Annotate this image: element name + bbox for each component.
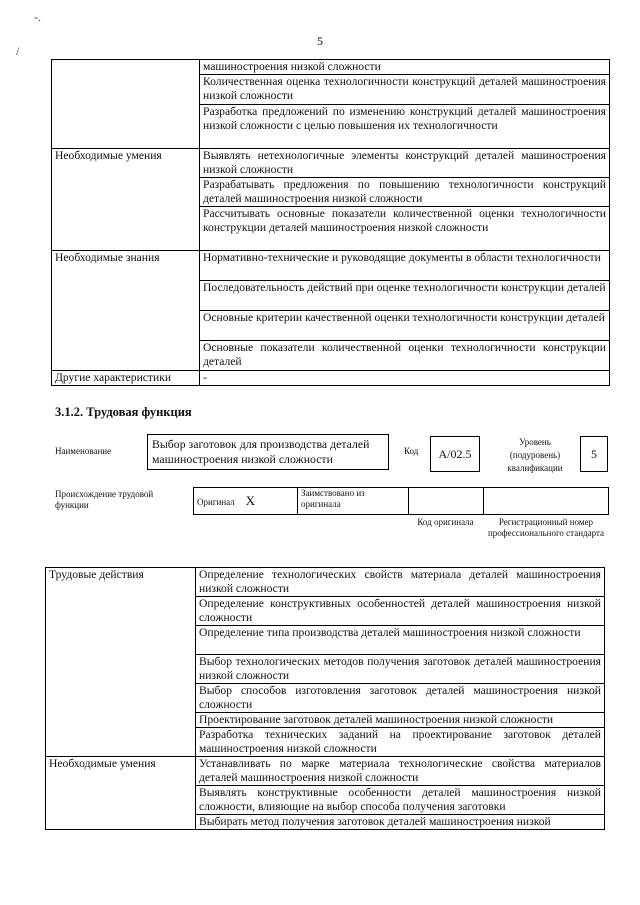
table-cell: Разрабатывать предложения по повышению технологичности конструкций деталей машиностроения низкой сложности bbox=[200, 178, 610, 207]
level-label: Уровень (подуровень) квалификации bbox=[507, 437, 563, 473]
row-label: Необходимые умения bbox=[52, 149, 200, 251]
function-name-box: Выбор заготовок для производства деталей машиностроения низкой сложности bbox=[147, 434, 389, 470]
origin-table bbox=[193, 487, 609, 515]
row-label: Трудовые действия bbox=[46, 568, 196, 757]
page-number: 5 bbox=[317, 34, 323, 48]
code-caption: Код оригинала bbox=[417, 517, 474, 527]
row-label bbox=[52, 60, 200, 149]
name-label: Наименование bbox=[55, 446, 112, 456]
row-label: Другие характеристики bbox=[52, 371, 200, 386]
table-cell: - bbox=[200, 371, 610, 386]
level-box: 5 bbox=[580, 436, 608, 472]
table-cell: Выбор способов изготовления заготовок деталей машиностроения низкой сложности bbox=[196, 684, 605, 713]
origin-label: Происхождение трудовой функции bbox=[55, 489, 154, 510]
table-cell: Определение конструктивных особенностей деталей машиностроения низкой сложности bbox=[196, 597, 605, 626]
table-cell: Выбирать метод получения заготовок деталей машиностроения низкой bbox=[196, 815, 605, 830]
table-cell: Основные критерии качественной оценки технологичности конструкции деталей bbox=[200, 311, 610, 341]
registration-number-cell bbox=[484, 488, 609, 515]
table-cell: Нормативно-технические и руководящие документы в области технологичности bbox=[200, 251, 610, 281]
table-cell: Разработка предложений по изменению конструкций деталей машиностроения низкой сложности с целью повышения их технологичности bbox=[200, 105, 610, 149]
table-cell: Рассчитывать основные показатели количественной оценки технологичности конструкции деталей машиностроения низкой сложности bbox=[200, 207, 610, 251]
table-cell: Выявлять нетехнологичные элементы конструкций деталей машиностроения низкой сложности bbox=[200, 149, 610, 178]
margin-mark: / bbox=[16, 44, 20, 58]
labor-actions-table bbox=[45, 567, 605, 830]
table-cell: Основные показатели количественной оценки технологичности конструкции деталей bbox=[200, 341, 610, 371]
table-cell: Разработка технических заданий на проектирование заготовок деталей машиностроения низкой сложности bbox=[196, 728, 605, 757]
borrowed-label: Заимствовано из оригинала bbox=[298, 488, 409, 515]
original-label: Оригинал bbox=[197, 496, 235, 507]
table-cell: машиностроения низкой сложности bbox=[200, 60, 610, 75]
row-label: Необходимые умения bbox=[46, 757, 196, 830]
table-cell: Проектирование заготовок деталей машиностроения низкой сложности bbox=[196, 713, 605, 728]
section-title: 3.1.2. Трудовая функция bbox=[55, 405, 192, 419]
registration-caption: Регистрационный номер профессионального стандарта bbox=[487, 517, 605, 538]
table-cell: Последовательность действий при оценке технологичности конструкции деталей bbox=[200, 281, 610, 311]
table-cell: Выбор технологических методов получения заготовок деталей машиностроения низкой сложности bbox=[196, 655, 605, 684]
original-mark: X bbox=[245, 492, 256, 508]
table-cell: Выявлять конструктивные особенности деталей машиностроения низкой сложности, влияющие на выбор способа получения заготовки bbox=[196, 786, 605, 815]
table-cell: Количественная оценка технологичности конструкций деталей машиностроения низкой сложности bbox=[200, 75, 610, 105]
code-box: A/02.5 bbox=[430, 436, 480, 472]
code-label: Код bbox=[404, 446, 419, 456]
row-label: Необходимые знания bbox=[52, 251, 200, 371]
margin-mark: -. bbox=[34, 10, 41, 24]
requirements-table-continued bbox=[51, 59, 610, 386]
original-code-cell bbox=[409, 488, 484, 515]
table-cell: Устанавливать по марке материала технологические свойства материалов деталей машиностроения низкой сложности bbox=[196, 757, 605, 786]
table-cell: Определение технологических свойств материала деталей машиностроения низкой сложности bbox=[196, 568, 605, 597]
table-cell: Определение типа производства деталей машиностроения низкой сложности bbox=[196, 626, 605, 655]
